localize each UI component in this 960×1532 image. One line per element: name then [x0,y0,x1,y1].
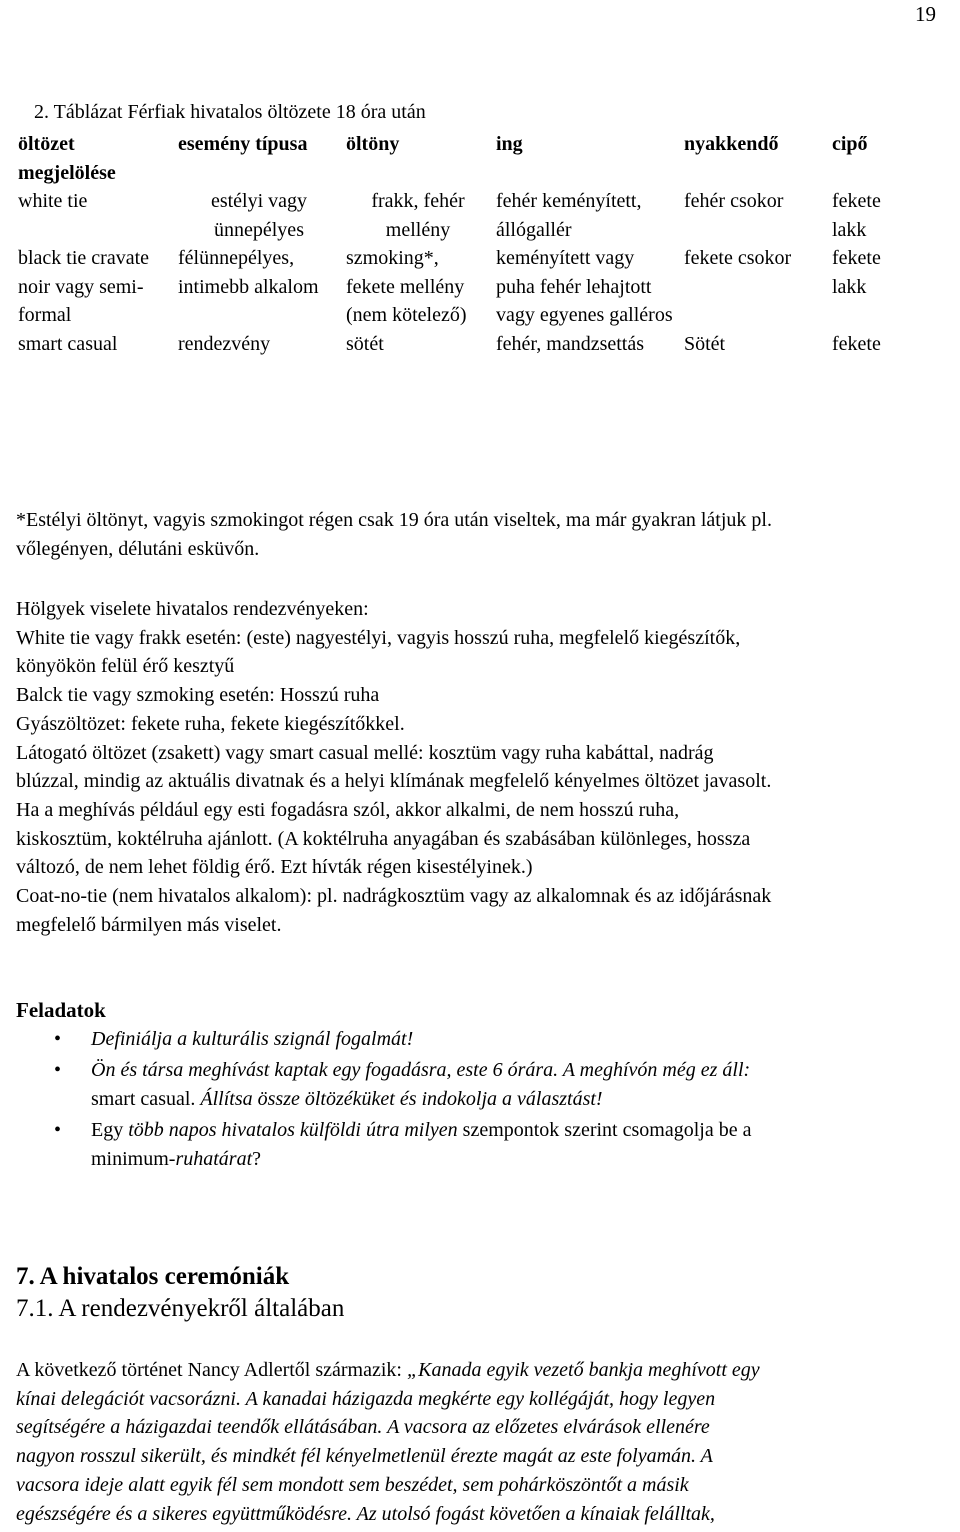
task-text: több napos hivatalos külföldi útra milyen [128,1118,458,1141]
task-text: Ön és társa meghívást kaptak egy fogadásra, este 6 órára. A meghívón még ez áll: [91,1058,751,1081]
table-cell: white tie [18,190,88,212]
tasks-list [16,1025,960,1176]
table-cell: keményített vagy puha fehér lehajtott vagy egyenes galléros [496,247,673,326]
table-cell: fehér keményített, állógallér [496,190,642,241]
text-line: kiskosztüm, koktélruha ajánlott. (A koktélruha anyagában és szabásában különleges, hossza [16,827,751,850]
header-cell: öltöny [346,133,400,155]
table-cell: smart casual [18,332,118,355]
task-text: smart casual. [91,1088,196,1110]
story-intro: A következő történet Nancy Adlertől származik: [16,1359,407,1381]
text-line: megfelelő bármilyen más viselet. [16,913,282,936]
task-text: Egy [91,1118,129,1141]
text-line [16,1471,960,1500]
header-cell: ing [496,133,523,155]
text-line [16,1413,960,1442]
table-cell: félünnepélyes, intimebb alkalom [178,247,319,298]
story-quote: nagyon rosszul sikerült, és mindkét fél kényelmetlenül érezte magát az este folyamán. A [16,1445,713,1468]
table-cell: fekete [832,332,881,355]
table-cell: fekete lakk [832,247,881,298]
story-quote: egészségére és a sikeres együttműködésre. Az utolsó fogást követően a kínaiak felálltak, [16,1502,715,1525]
text-line: Hölgyek viselete hivatalos rendezvényeken: [16,598,369,620]
text-line [16,1442,960,1471]
story-quote: „Kanada egyik vezető bankja meghívott egy [406,1359,760,1381]
table-caption: 2. Táblázat Férfiak hivatalos öltözete 18 óra után [34,101,426,123]
page-number: 19 [915,2,936,26]
footnote-line: vőlegényen, délutáni esküvőn. [16,537,260,560]
text-line: blúzzal, mindig az aktuális divatnak és a helyi klímának megfelelő kényelmes öltözet javasolt. [16,770,772,793]
table-row [14,187,896,244]
table-header-row [14,130,896,187]
table-cell: Sötét [684,332,726,355]
table-row [14,330,896,359]
table-cell: rendezvény [178,332,271,355]
text-line: Látogató öltözet (zsakett) vagy smart casual mellé: kosztüm vagy ruha kabáttal, nadrág [16,741,714,764]
text-line: Ha a meghívás például egy esti fogadásra szól, akkor alkalmi, de nem hosszú ruha, [16,798,680,821]
footnote-line: *Estélyi öltönyt, vagyis szmokingot régen csak 19 óra után viseltek, ma már gyakran látjuk pl. [16,509,772,531]
task-text: ? [252,1148,262,1170]
list-item [54,1025,960,1055]
text-line: Balck tie vagy szmoking esetén: Hosszú ruha [16,684,380,707]
story-quote: vacsora ideje alatt egyik fél sem mondott sem beszédet, sem pohárköszöntőt a másik [16,1473,689,1496]
table-cell: black tie cravate noir vagy semi-formal [18,247,150,326]
task-text: minimum- [91,1148,176,1170]
header-cell: öltözet megjelölése [18,133,116,184]
table-cell: szmoking*, fekete mellény (nem kötelező) [346,247,467,326]
story-quote: segítségére a házigazdai teendők ellátásában. A vacsora az előzetes elvárások ellenére [16,1416,710,1439]
bullet-icon: • [54,1058,62,1081]
list-item [54,1056,960,1115]
task-text: ruhatárat [175,1148,253,1170]
table-cell: sötét [346,332,384,355]
story-quote: kínai delegációt vacsorázni. A kanadai házigazda megkérte egy kollégáját, hogy legyen [16,1387,716,1410]
task-text: szempontok szerint csomagolja be a [457,1118,752,1141]
text-line: változó, de nem lehet földig érő. Ezt hívták régen kisestélyinek.) [16,856,533,879]
header-cell: nyakkendő [684,133,779,155]
table-cell: fehér, mandzsettás [496,332,645,355]
bullet-icon: • [54,1028,62,1050]
table-cell: estélyi vagy ünnepélyes [210,190,308,241]
text-line: könyökön felül érő kesztyű [16,655,235,678]
mens-dress-table [14,130,896,358]
subsection-heading: 7.1. A rendezvényekről általában [16,1295,345,1322]
text-line: White tie vagy frakk esetén: (este) nagyestélyi, vagyis hosszú ruha, megfelelő kiegészítők, [16,626,741,649]
text-line [16,1385,960,1414]
header-cell: cipő [832,133,868,155]
table-row [14,244,896,330]
section-heading: 7. A hivatalos ceremóniák [16,1263,290,1290]
bullet-icon: • [54,1118,62,1141]
table-cell: fekete csokor [684,247,792,269]
text-line [16,1356,960,1385]
table-footnote [16,506,960,563]
tasks-heading: Feladatok [16,998,106,1022]
task-text: Definiálja a kulturális szignál fogalmát! [91,1028,414,1050]
ladies-dress-section [16,595,960,939]
task-text: Állítsa össze öltözéküket és indokolja a választást! [195,1088,603,1110]
text-line: Gyászöltözet: fekete ruha, fekete kiegészítőkkel. [16,712,405,735]
story-paragraph [16,1356,960,1528]
table-cell: fehér csokor [684,190,784,212]
text-line: Coat-no-tie (nem hivatalos alkalom): pl. nadrágkosztüm vagy az alkalomnak és az időjárásnak [16,885,772,908]
table-cell: frakk, fehér mellény [371,190,465,241]
table-cell: fekete lakk [832,190,881,241]
text-line [16,1500,960,1529]
list-item [54,1116,960,1175]
header-cell: esemény típusa [178,133,308,155]
